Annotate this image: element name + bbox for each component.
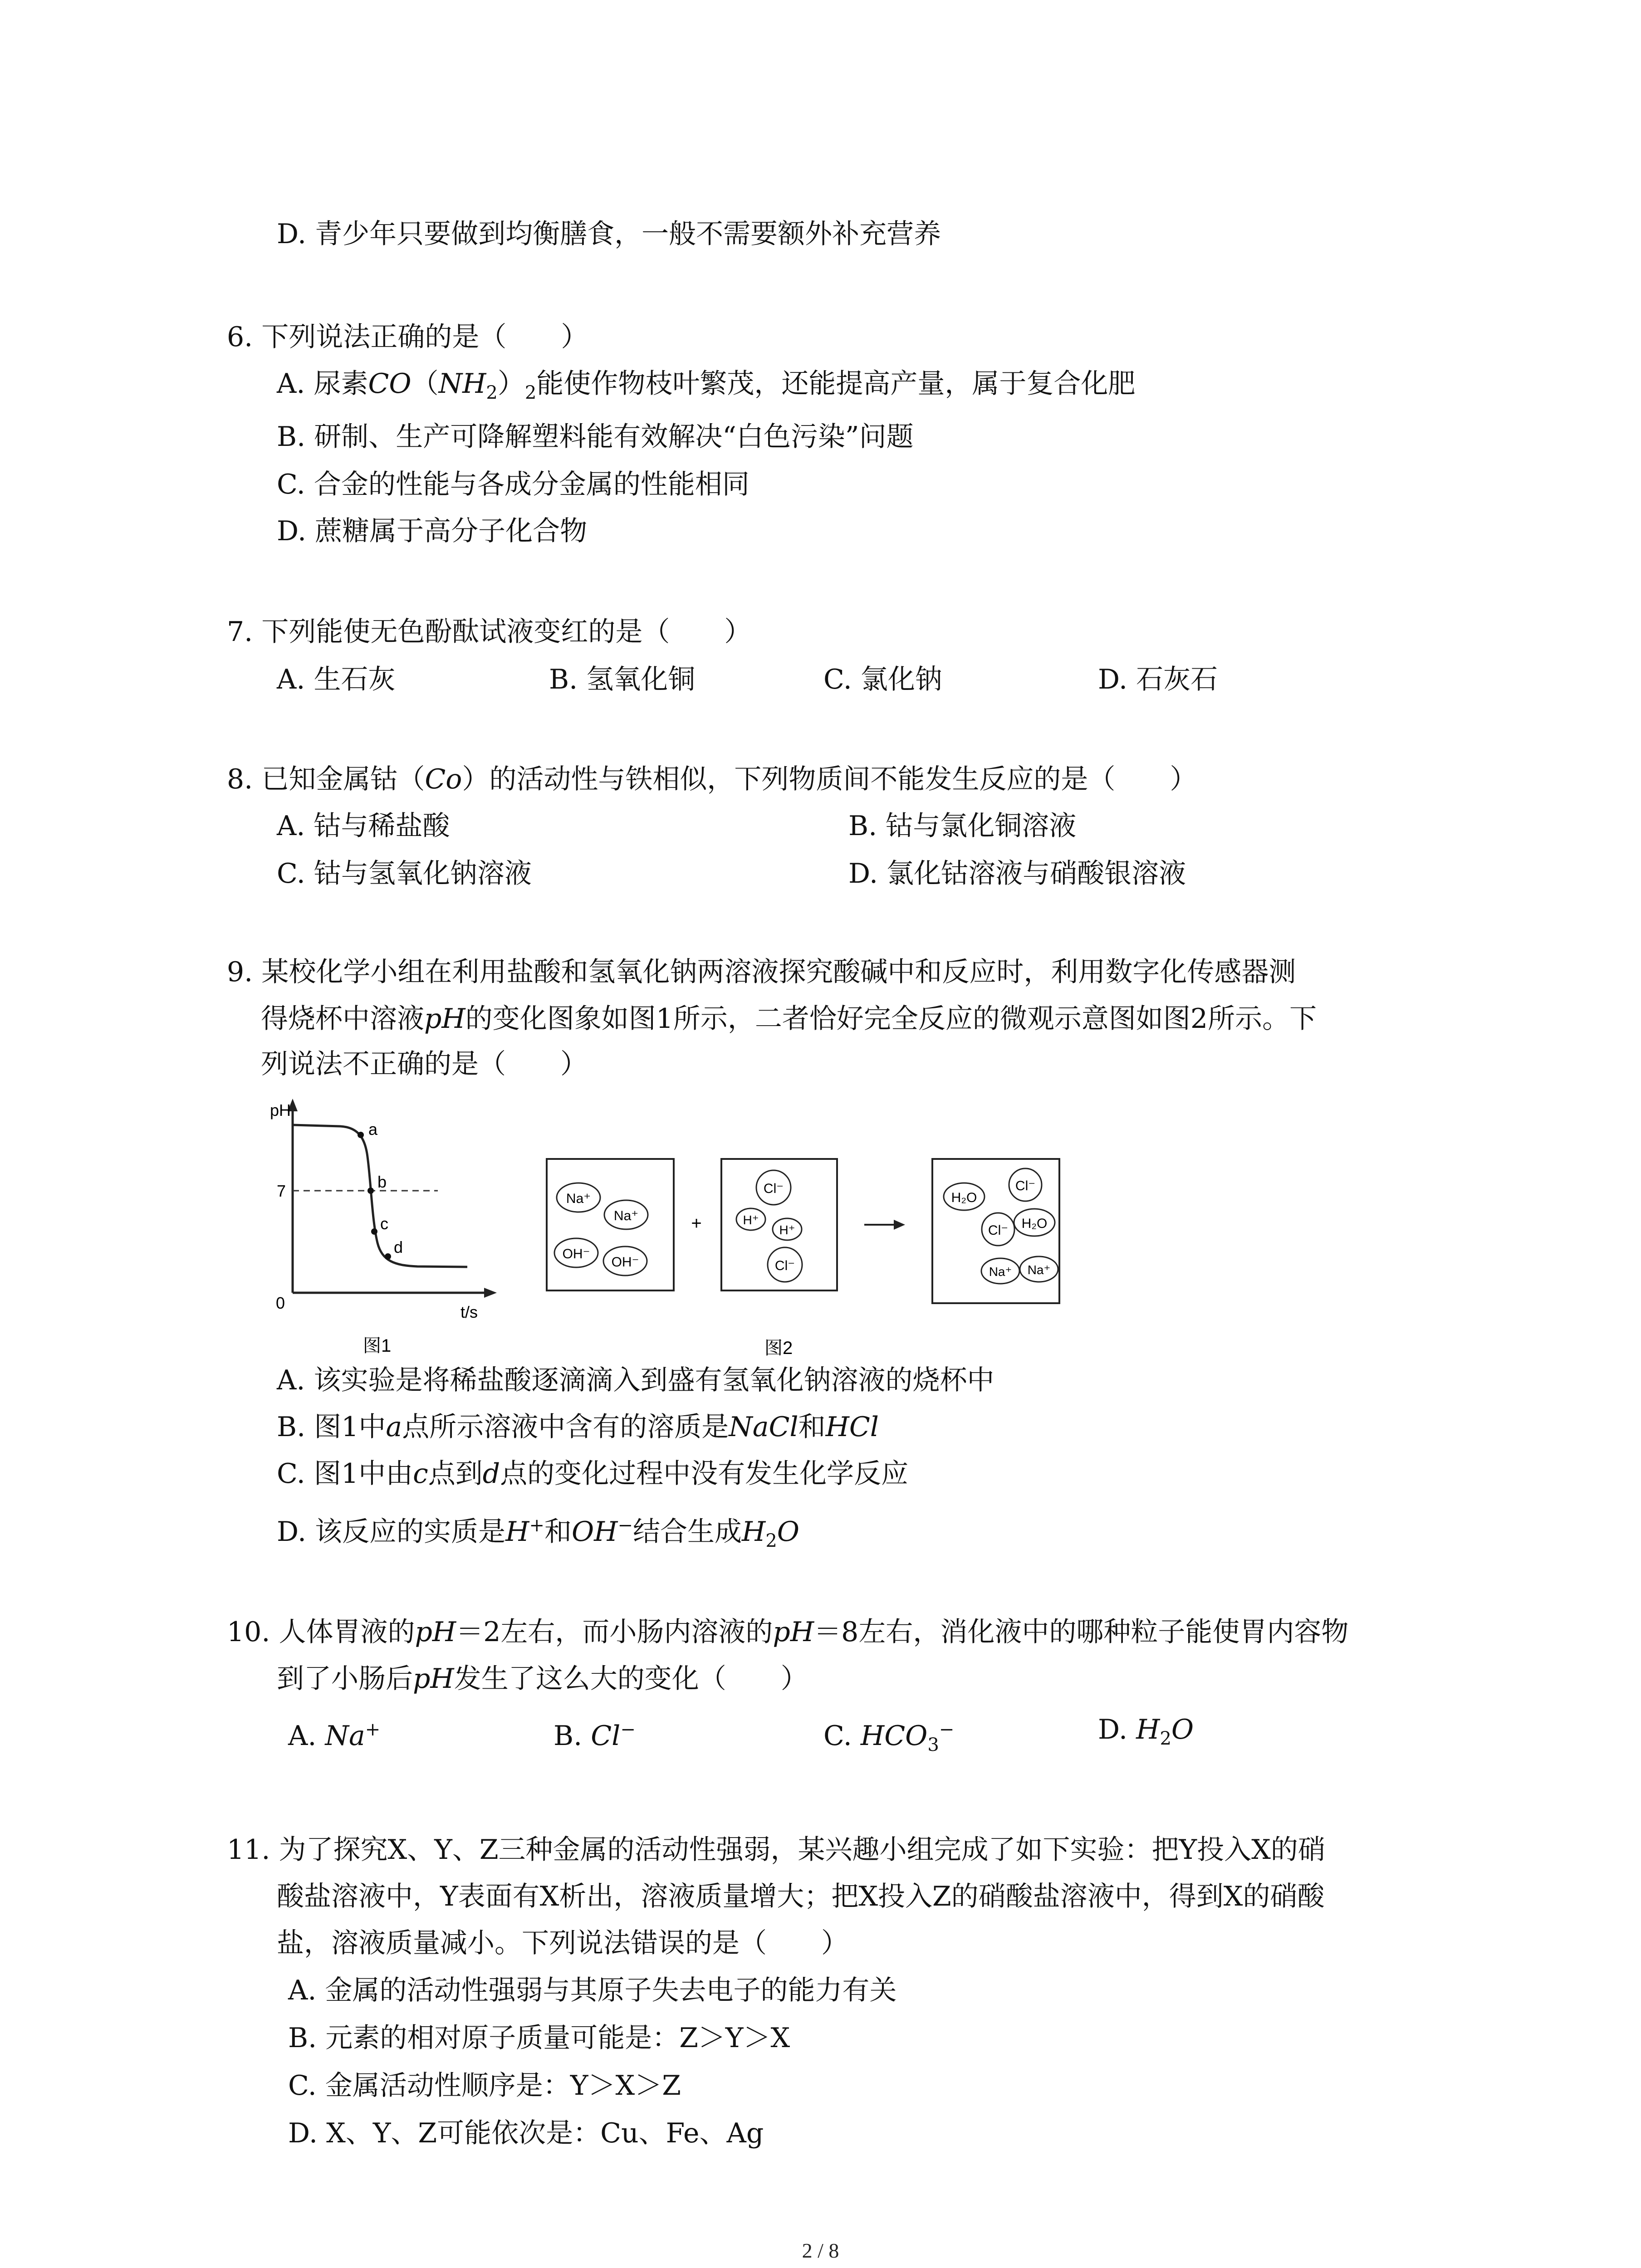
q10-c-hco: HCO — [860, 1720, 928, 1752]
fig1-y-label: pH — [270, 1101, 291, 1119]
fig2-box2-ion-4-label: Cl⁻ — [774, 1258, 795, 1273]
q8-option-c: C. 钴与氢氧化钠溶液 — [277, 858, 532, 890]
q10-option-c — [823, 1712, 954, 1762]
q10-d-o: O — [1171, 1714, 1194, 1745]
q9-d-and: 和 — [544, 1516, 572, 1548]
q10-s2-post: 发生了这么大的变化（ ） — [454, 1663, 808, 1695]
q9-d-mid: 结合生成 — [633, 1516, 742, 1548]
q6-a-pre: A. 尿素 — [277, 368, 368, 400]
fig1-ph-curve — [293, 1125, 467, 1267]
q6-a-f6: 2 — [524, 382, 537, 403]
q6-option-d: D. 蔗糖属于高分子化合物 — [277, 515, 588, 547]
fig2-box1-ion-1-label: Na⁺ — [566, 1191, 591, 1206]
fig2-box2-ion-2-label: H⁺ — [743, 1213, 759, 1227]
fig2-box3-ion-5-label: Na⁺ — [989, 1265, 1012, 1279]
q9-c-mid: 点到 — [428, 1458, 483, 1490]
fig1-point-c — [371, 1228, 377, 1235]
q10-s2-ph: pH — [413, 1663, 454, 1695]
fig1-point-d — [385, 1253, 391, 1260]
q6-option-c: C. 合金的性能与各成分金属的性能相同 — [277, 469, 749, 500]
q9-stem2-ph: pH — [424, 1003, 465, 1035]
q10-b-letter: B. — [554, 1720, 583, 1752]
fig2-arrow-head — [894, 1220, 905, 1230]
q11-stem-1: 11. 为了探究X、Y、Z三种金属的活动性强弱，某兴趣小组完成了如下实验：把Y投入X的硝 — [227, 1834, 1325, 1866]
q8-stem-pre: 8. 已知金属钴（ — [227, 763, 425, 795]
fig2-box3-ion-2-label: Cl⁻ — [1015, 1178, 1036, 1193]
fig1-label-a: a — [368, 1120, 378, 1139]
page-number: 2 / 8 — [802, 2239, 839, 2262]
q7-option-b: B. 氢氧化铜 — [549, 664, 696, 695]
q9-b-mid: 点所示溶液中含有的溶质是 — [402, 1411, 729, 1443]
q10-d-letter: D. — [1098, 1714, 1128, 1745]
fig2-plus-sign: + — [691, 1213, 702, 1233]
q6-a-f3: NH — [438, 368, 486, 400]
q9-b-pre: B. 图1中 — [277, 1411, 386, 1443]
q9-c-pre: C. 图1中由 — [277, 1458, 413, 1490]
fig2-box1-ion-2-label: Na⁺ — [613, 1208, 639, 1223]
fig2-box1-ion-3-label: OH⁻ — [562, 1246, 590, 1261]
q10-s1-eq2: ＝8左右，消化液中的哪种粒子能使胃内容物 — [814, 1616, 1349, 1648]
q10-c-letter: C. — [823, 1720, 852, 1752]
q11-option-d: D. X、Y、Z可能依次是：Cu、Fe、Ag — [288, 2117, 764, 2149]
fig2-box2-ion-1-label: Cl⁻ — [763, 1181, 784, 1196]
q9-b-hcl: HCl — [825, 1411, 879, 1443]
q9-stem-2 — [261, 1002, 1317, 1036]
q9-stem-1: 9. 某校化学小组在利用盐酸和氢氧化钠两溶液探究酸碱中和反应时，利用数字化传感器测 — [227, 956, 1296, 988]
fig1-seven: 7 — [277, 1182, 286, 1200]
fig2-box1-ion-4-label: OH⁻ — [611, 1255, 639, 1270]
q10-d-h: H — [1136, 1714, 1160, 1745]
fig1-origin: 0 — [276, 1294, 285, 1312]
q6-option-a — [277, 367, 1135, 410]
q9-option-d — [277, 1508, 799, 1558]
q8-stem — [227, 762, 1197, 797]
q10-b-sup: − — [620, 1719, 636, 1740]
q10-a-letter: A. — [288, 1720, 317, 1752]
q8-option-d: D. 氯化钴溶液与硝酸银溶液 — [848, 858, 1186, 890]
q11-stem-3: 盐，溶液质量减小。下列说法错误的是（ ） — [277, 1927, 848, 1959]
q8-option-b: B. 钴与氯化铜溶液 — [848, 810, 1077, 842]
q9-figure — [259, 1093, 1089, 1361]
fig1-x-arrow — [484, 1288, 497, 1298]
q10-a-sup: + — [365, 1719, 381, 1740]
q10-c-sup: − — [939, 1719, 955, 1740]
fig2-box3-ion-3-label: Cl⁻ — [988, 1223, 1009, 1238]
fig1-point-b — [367, 1188, 374, 1194]
fig2-box-3 — [932, 1159, 1059, 1303]
q7-stem: 7. 下列能使无色酚酞试液变红的是（ ） — [227, 616, 752, 648]
q6-a-f1: CO — [368, 368, 411, 400]
q9-option-b — [277, 1410, 879, 1444]
q10-s1-ph1: pH — [415, 1616, 456, 1648]
fig2-box-2 — [721, 1159, 837, 1290]
q6-a-f5: ） — [497, 368, 525, 400]
q9-d-w: H — [742, 1516, 766, 1548]
q6-stem: 6. 下列说法正确的是（ ） — [227, 321, 588, 353]
q10-s1-eq1: ＝2左右，而小肠内溶液的 — [456, 1616, 773, 1648]
q8-option-a: A. 钴与稀盐酸 — [277, 810, 450, 842]
q9-d-plus: + — [529, 1515, 544, 1536]
fig2-box2-ion-3-label: H⁺ — [779, 1223, 795, 1237]
q6-a-f4: 2 — [486, 382, 498, 403]
fig2-box3-mol-1-label: H₂O — [951, 1190, 977, 1205]
q10-option-d — [1098, 1712, 1194, 1756]
q9-stem2-post: 的变化图象如图1所示，二者恰好完全反应的微观示意图如图2所示。下 — [465, 1003, 1317, 1035]
q10-option-b — [554, 1712, 636, 1753]
fig1-point-a — [358, 1132, 364, 1138]
q9-c-d: d — [482, 1458, 500, 1490]
q9-b-nacl: NaCl — [729, 1411, 798, 1443]
q7-option-c: C. 氯化钠 — [823, 664, 942, 695]
q9-d-w2: 2 — [765, 1530, 777, 1551]
q10-s1-ph2: pH — [773, 1616, 814, 1648]
fig2-box3-ion-6-label: Na⁺ — [1027, 1263, 1051, 1277]
q9-option-a: A. 该实验是将稀盐酸逐滴滴入到盛有氢氧化钠溶液的烧杯中 — [277, 1364, 994, 1396]
q6-a-f2: （ — [411, 368, 439, 400]
q9-d-minus: − — [617, 1515, 633, 1536]
q6-option-b: B. 研制、生产可降解塑料能有效解决“白色污染”问题 — [277, 421, 914, 453]
fig1-caption: 图1 — [363, 1336, 392, 1356]
q7-option-d: D. 石灰石 — [1098, 664, 1218, 695]
q7-option-a: A. 生石灰 — [277, 664, 396, 695]
fig1-x-label: t/s — [460, 1303, 478, 1321]
q9-c-c: c — [413, 1458, 428, 1490]
fig1-ph-graph — [270, 1099, 497, 1356]
q9-d-oh: OH — [571, 1516, 618, 1548]
q10-option-a — [288, 1712, 380, 1753]
q10-s2-pre: 到了小肠后 — [277, 1663, 413, 1695]
q10-stem-1 — [227, 1615, 1348, 1649]
q11-option-a: A. 金属的活动性强弱与其原子失去电子的能力有关 — [288, 1975, 897, 2006]
q10-stem-2 — [277, 1662, 808, 1696]
fig2-box3-mol-4-label: H₂O — [1021, 1216, 1048, 1231]
q9-d-pre: D. 该反应的实质是 — [277, 1516, 506, 1548]
q8-stem-co: Co — [425, 763, 462, 795]
q11-option-c: C. 金属活动性顺序是：Y＞X＞Z — [288, 2070, 681, 2102]
q10-s1-pre: 10. 人体胃液的 — [227, 1616, 415, 1648]
q10-c-sub: 3 — [927, 1735, 939, 1755]
q9-d-h: H — [505, 1516, 529, 1548]
q6-a-post: 能使作物枝叶繁茂，还能提高产量，属于复合化肥 — [536, 368, 1136, 400]
q5-option-d: D. 青少年只要做到均衡膳食，一般不需要额外补充营养 — [277, 218, 941, 250]
q9-b-a: a — [386, 1411, 402, 1443]
q8-stem-post: ）的活动性与铁相似，下列物质间不能发生反应的是（ ） — [462, 763, 1197, 795]
q11-option-b: B. 元素的相对原子质量可能是：Z＞Y＞X — [288, 2022, 790, 2054]
fig2-box-1 — [547, 1159, 674, 1290]
fig1-label-d: d — [394, 1238, 403, 1256]
q9-stem-3: 列说法不正确的是（ ） — [261, 1048, 588, 1080]
q10-b-cl: Cl — [591, 1720, 621, 1752]
fig2-caption: 图2 — [764, 1338, 793, 1358]
q9-c-post: 点的变化过程中没有发生化学反应 — [500, 1458, 909, 1490]
q9-stem2-pre: 得烧杯中溶液 — [261, 1003, 424, 1035]
q11-stem-2: 酸盐溶液中，Y表面有X析出，溶液质量增大；把X投入Z的硝酸盐溶液中，得到X的硝酸 — [277, 1881, 1325, 1912]
q9-b-and: 和 — [798, 1411, 826, 1443]
q9-d-w3: O — [777, 1516, 799, 1548]
fig1-label-b: b — [377, 1173, 387, 1191]
fig1-label-c: c — [380, 1214, 388, 1233]
q10-d-sub: 2 — [1160, 1728, 1171, 1749]
fig2-reaction-arrow — [864, 1220, 905, 1230]
q9-option-c — [277, 1457, 908, 1491]
q10-a-na: Na — [325, 1720, 365, 1752]
